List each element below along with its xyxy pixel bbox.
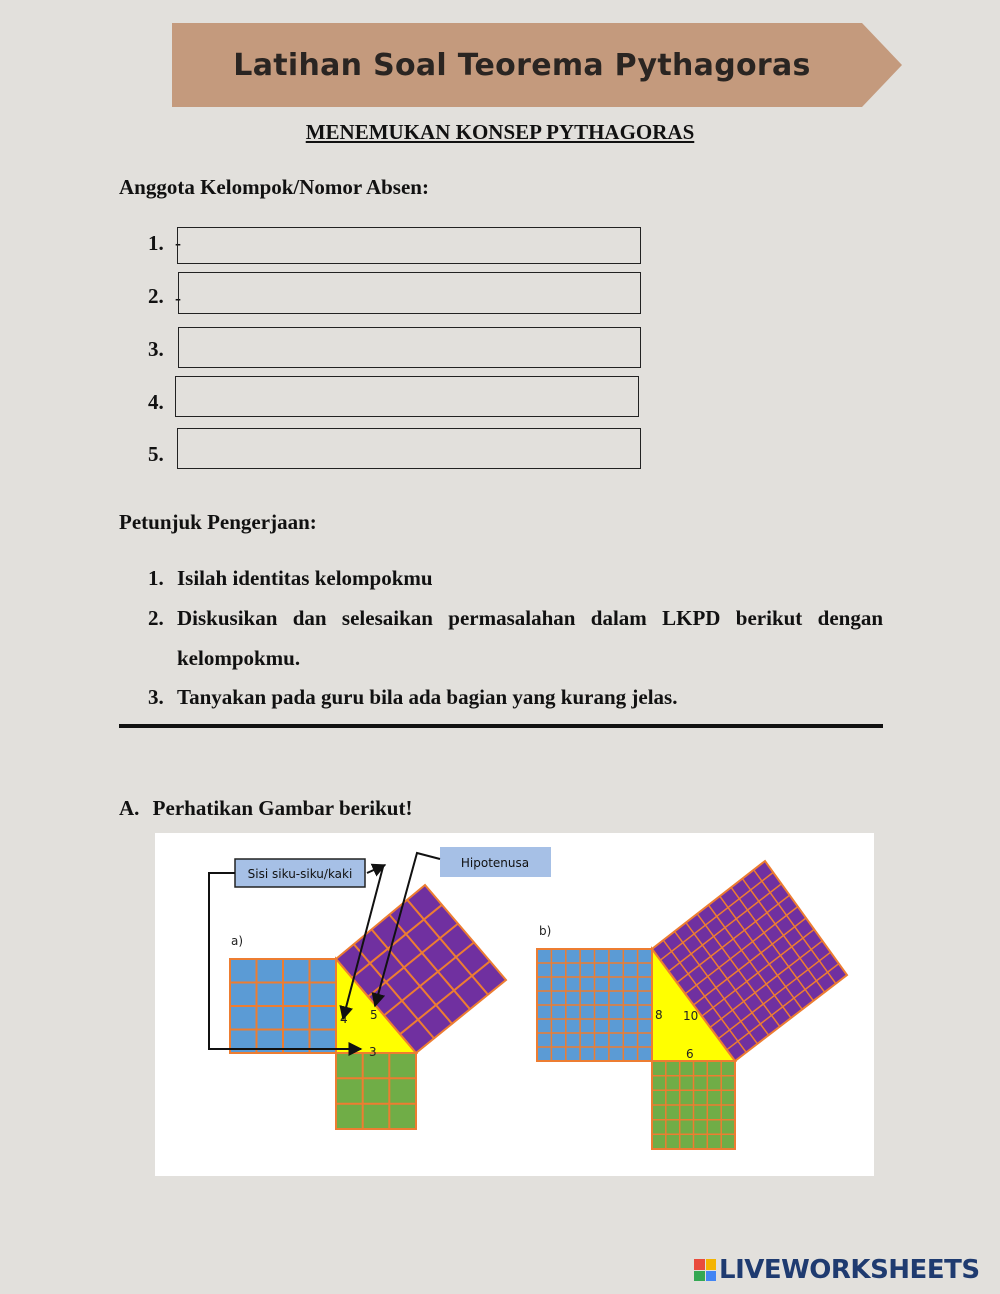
instruction-number: 3. — [148, 685, 164, 709]
green-square-a — [336, 1053, 416, 1129]
member-number: 2. — [148, 284, 164, 308]
member-number: 4. — [148, 390, 164, 414]
member-number: 3. — [148, 337, 164, 361]
side-label-b-hypotenuse: 10 — [683, 1009, 699, 1023]
page-subtitle: MENEMUKAN KONSEP PYTHAGORAS — [305, 120, 695, 144]
section-title: Perhatikan Gambar berikut! — [152, 796, 413, 820]
liveworksheets-logo-icon — [694, 1259, 716, 1281]
blue-square-b — [537, 949, 652, 1061]
leg-label: Sisi siku-siku/kaki — [247, 867, 353, 881]
field-marker: - — [175, 233, 181, 253]
pythagoras-figure — [155, 833, 874, 1176]
member-input-2[interactable] — [178, 272, 641, 314]
side-label-a-hypotenuse: 5 — [370, 1008, 378, 1022]
members-heading: Anggota Kelompok/Nomor Absen: — [119, 175, 429, 199]
side-label-b-vertical: 8 — [655, 1008, 663, 1022]
part-b-label: b) — [539, 924, 552, 938]
field-marker: - — [175, 288, 181, 308]
blue-square-a — [230, 959, 336, 1053]
instructions-heading: Petunjuk Pengerjaan: — [119, 510, 317, 534]
member-input-4[interactable] — [175, 376, 639, 417]
instruction-number: 1. — [148, 566, 164, 590]
section-label: A. — [119, 796, 140, 820]
section-divider — [119, 724, 883, 728]
banner-title: Latihan Soal Teorema Pythagoras — [233, 47, 811, 83]
member-number: 1. — [148, 231, 164, 255]
hypotenuse-label: Hipotenusa — [460, 856, 530, 870]
green-square-b — [652, 1061, 735, 1149]
member-input-1[interactable] — [177, 227, 641, 264]
side-label-b-horizontal: 6 — [686, 1047, 694, 1061]
brand-name: LIVEWORKSHEETS — [719, 1255, 980, 1285]
member-input-5[interactable] — [177, 428, 641, 469]
section-a-heading — [119, 796, 412, 821]
liveworksheets-logo[interactable] — [694, 1255, 980, 1285]
diagram-b — [537, 861, 847, 1149]
member-input-3[interactable] — [178, 327, 641, 368]
diagram-a — [209, 847, 551, 1129]
pythagoras-diagram — [155, 833, 874, 1176]
instruction-number: 2. — [148, 606, 164, 630]
side-label-a-horizontal: 3 — [369, 1045, 377, 1059]
instruction-text: Diskusikan dan selesaikan permasalahan dalam LKPD berikut dengan kelompokmu. — [177, 606, 883, 670]
instruction-text: Isilah identitas kelompokmu — [177, 566, 433, 590]
title-banner — [172, 23, 902, 107]
instruction-text: Tanyakan pada guru bila ada bagian yang kurang jelas. — [177, 685, 678, 709]
side-label-a-vertical: 4 — [340, 1012, 348, 1026]
part-a-label: a) — [231, 934, 244, 948]
member-number: 5. — [148, 442, 164, 466]
